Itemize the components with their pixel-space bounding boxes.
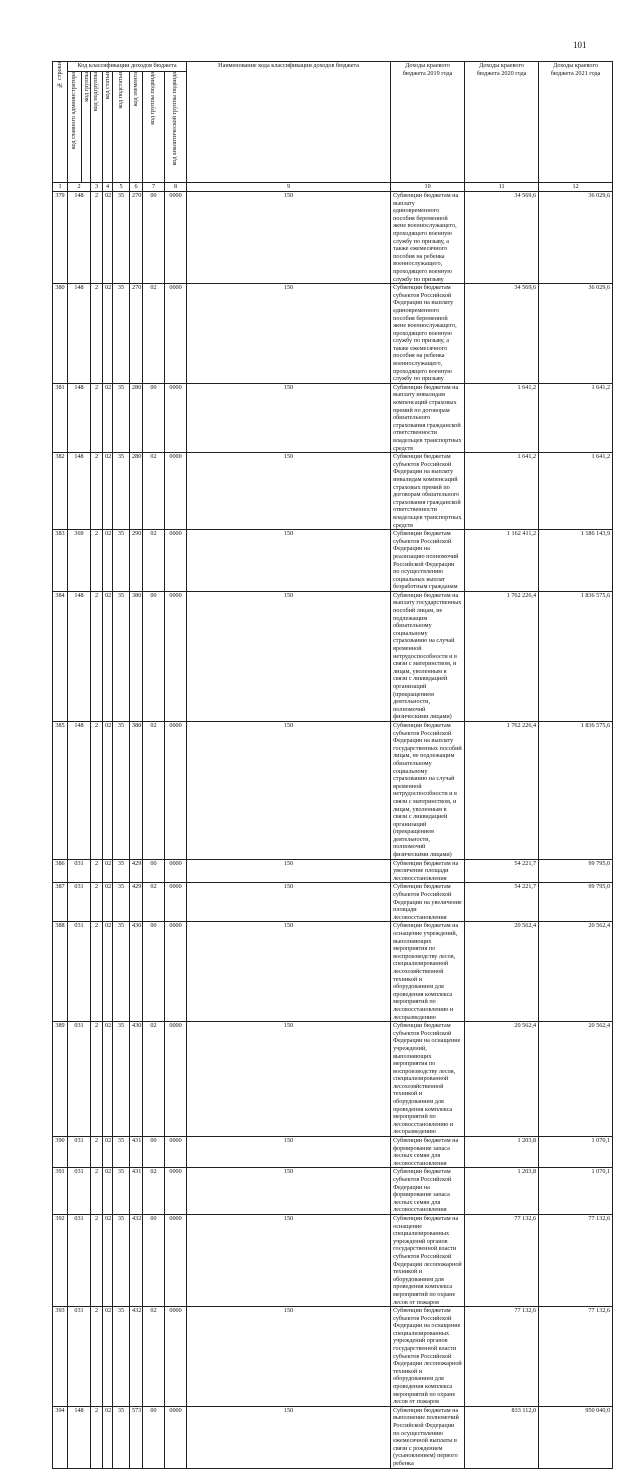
header-code-group: код группы — [82, 72, 91, 183]
cell-code-analytic-group: 150 — [187, 721, 391, 859]
cell-code-admin: 031 — [68, 922, 91, 1022]
cell-code-element: 00 — [143, 383, 165, 452]
cell-code-subgroup: 02 — [103, 1168, 113, 1215]
cell-code-element: 00 — [143, 192, 165, 284]
cell-code-element: 02 — [143, 1307, 165, 1407]
cell-revenue-2019: 77 132,6 — [465, 1307, 539, 1407]
column-number-row — [53, 183, 613, 192]
cell-code-subarticle: 280 — [130, 453, 143, 530]
cell-code-subtype-group: 0000 — [165, 1406, 187, 1468]
cell-revenue-2020: 99 795,0 — [539, 859, 613, 883]
cell-code-analytic-group: 150 — [187, 1137, 391, 1168]
cell-code-subarticle: 380 — [130, 721, 143, 859]
cell-revenue-2019: 34 569,6 — [465, 192, 539, 284]
cell-code-subarticle: 432 — [130, 1307, 143, 1407]
cell-code-subtype-group: 0000 — [165, 530, 187, 592]
table-row — [53, 721, 613, 859]
cell-code-subgroup: 02 — [103, 383, 113, 452]
cell-code-group: 2 — [91, 1168, 103, 1215]
cell-revenue-2020: 1 070,1 — [539, 1168, 613, 1215]
table-row — [53, 1137, 613, 1168]
cell-code-name: Субвенции бюджетам на оснащение учреждений, выполняющих мероприятия по воспроизводству лесов, специализированной лесохозяйственной техникой и оборудованием для проведения комплекса мероприятий по лесовосстановлению и лесоразведению — [391, 922, 465, 1022]
cell-code-name: Субвенции бюджетам на выплату единовременного пособия беременной жене военнослужащего, проходящего военную службу по призыву, а также ежемесячного пособия на ребенка военнослужащего, проходящего военную службу по призыву — [391, 192, 465, 284]
cell-code-element: 00 — [143, 591, 165, 721]
cell-row-number: 384 — [53, 591, 68, 721]
cell-code-analytic-group: 150 — [187, 1214, 391, 1306]
cell-code-name: Субвенции бюджетам субъектов Российской Федерации на выплату единовременного пособия беременной жене военнослужащего, проходящего военную службу по призыву, а также ежемесячного пособия на ребенка военнослужащего, проходящего военную службу по призыву — [391, 284, 465, 384]
cell-row-number: 381 — [53, 383, 68, 452]
table-row — [53, 1406, 613, 1468]
cell-row-number: 380 — [53, 284, 68, 384]
cell-code-subarticle: 430 — [130, 922, 143, 1022]
cell-code-subtype-group: 0000 — [165, 383, 187, 452]
cell-code-admin: 031 — [68, 859, 91, 883]
cell-code-subgroup: 02 — [103, 1022, 113, 1137]
cell-code-subgroup: 02 — [103, 453, 113, 530]
cell-row-number: 383 — [53, 530, 68, 592]
cell-code-name: Субвенции бюджетам субъектов Российской Федерации на выплату государственных пособий лицам, не подлежащим обязательному социальному страхованию на случай временной нетрудоспособности и в связи с материнством, и лицам, уволенным в связи с ликвидацией организаций (прекращением деятельности, полномочий физическими лицами) — [391, 721, 465, 859]
column-number: 3 — [91, 183, 103, 192]
cell-code-admin: 031 — [68, 1168, 91, 1215]
cell-revenue-2020: 36 029,6 — [539, 284, 613, 384]
cell-revenue-2019: 833 112,0 — [465, 1406, 539, 1468]
cell-code-article: 35 — [113, 1406, 130, 1468]
cell-code-name: Субвенции бюджетам субъектов Российской Федерации на реализацию полномочий Российской Федерации по осуществлению социальных выплат безработным гражданам — [391, 530, 465, 592]
cell-code-name: Субвенции бюджетам субъектов Российской Федерации на оснащение учреждений, выполняющих мероприятия по воспроизводству лесов, специализированной лесохозяйственной техникой и оборудованием для проведения комплекса мероприятий по лесовосстановлению и лесоразведению — [391, 1022, 465, 1137]
cell-code-admin: 148 — [68, 591, 91, 721]
cell-code-admin: 369 — [68, 530, 91, 592]
cell-code-group: 2 — [91, 883, 103, 922]
cell-revenue-2020: 1 836 575,6 — [539, 721, 613, 859]
cell-code-subgroup: 02 — [103, 721, 113, 859]
cell-code-admin: 031 — [68, 1307, 91, 1407]
column-number: 4 — [103, 183, 113, 192]
cell-code-analytic-group: 150 — [187, 859, 391, 883]
table-row — [53, 1307, 613, 1407]
cell-code-analytic-group: 150 — [187, 1307, 391, 1407]
column-number: 9 — [187, 183, 391, 192]
table-row — [53, 383, 613, 452]
cell-code-subtype-group: 0000 — [165, 1022, 187, 1137]
cell-code-analytic-group: 150 — [187, 1022, 391, 1137]
header-code-subtype-group: код группы подвида — [143, 72, 165, 183]
cell-revenue-2020: 77 132,6 — [539, 1307, 613, 1407]
column-number: 8 — [165, 183, 187, 192]
header-code-analytic-group: код аналитической группы подвида — [165, 72, 187, 183]
cell-code-element: 02 — [143, 284, 165, 384]
cell-code-admin: 148 — [68, 721, 91, 859]
cell-code-group: 2 — [91, 1137, 103, 1168]
header-code-subarticle: код подстатьи — [113, 72, 130, 183]
cell-revenue-2020: 1 186 143,9 — [539, 530, 613, 592]
cell-revenue-2020: 950 040,0 — [539, 1406, 613, 1468]
table-row — [53, 1214, 613, 1306]
cell-code-name: Субвенции бюджетам субъектов Российской Федерации на выплату инвалидам компенсаций страховых премий по договорам обязательного страхования гражданской ответственности владельцев транспортных средств — [391, 453, 465, 530]
cell-code-subgroup: 02 — [103, 1307, 113, 1407]
cell-revenue-2020: 1 641,2 — [539, 383, 613, 452]
cell-code-subtype-group: 0000 — [165, 721, 187, 859]
cell-row-number: 379 — [53, 192, 68, 284]
cell-code-group: 2 — [91, 922, 103, 1022]
cell-code-admin: 031 — [68, 1022, 91, 1137]
cell-row-number: 389 — [53, 1022, 68, 1137]
cell-code-admin: 148 — [68, 192, 91, 284]
cell-code-admin: 031 — [68, 883, 91, 922]
cell-code-element: 02 — [143, 721, 165, 859]
header-code-element: код элемента — [130, 72, 143, 183]
cell-code-group: 2 — [91, 284, 103, 384]
table-row — [53, 922, 613, 1022]
cell-code-subtype-group: 0000 — [165, 1307, 187, 1407]
cell-code-analytic-group: 150 — [187, 284, 391, 384]
cell-code-article: 35 — [113, 883, 130, 922]
cell-revenue-2019: 20 562,4 — [465, 1022, 539, 1137]
column-number: 7 — [143, 183, 165, 192]
column-number: 6 — [130, 183, 143, 192]
cell-code-subgroup: 02 — [103, 922, 113, 1022]
cell-code-subarticle: 432 — [130, 1214, 143, 1306]
cell-code-admin: 148 — [68, 383, 91, 452]
cell-code-analytic-group: 150 — [187, 383, 391, 452]
cell-code-subgroup: 02 — [103, 530, 113, 592]
cell-code-element: 00 — [143, 1406, 165, 1468]
cell-revenue-2019: 20 562,4 — [465, 922, 539, 1022]
cell-code-name: Субвенции бюджетам на выплату государственных пособий лицам, не подлежащим обязательному социальному страхованию на случай временной нетрудоспособности и в связи с материнством, и лицам, уволенным в связи с ликвидацией организаций (прекращением деятельности, полномочий физическими лицами) — [391, 591, 465, 721]
page-number: 101 — [573, 40, 587, 50]
cell-code-analytic-group: 150 — [187, 1168, 391, 1215]
cell-code-admin: 148 — [68, 284, 91, 384]
budget-revenue-table — [52, 61, 613, 1469]
cell-revenue-2019: 1 203,8 — [465, 1168, 539, 1215]
column-number: 5 — [113, 183, 130, 192]
cell-revenue-2020: 20 562,4 — [539, 922, 613, 1022]
cell-code-article: 35 — [113, 1214, 130, 1306]
cell-code-article: 35 — [113, 284, 130, 384]
cell-code-subtype-group: 0000 — [165, 1214, 187, 1306]
cell-row-number: 391 — [53, 1168, 68, 1215]
cell-code-article: 35 — [113, 530, 130, 592]
cell-code-subarticle: 431 — [130, 1168, 143, 1215]
cell-code-subtype-group: 0000 — [165, 591, 187, 721]
cell-code-subarticle: 430 — [130, 1022, 143, 1137]
cell-row-number: 390 — [53, 1137, 68, 1168]
cell-code-element: 00 — [143, 1214, 165, 1306]
cell-code-name: Субвенции бюджетам на формирование запаса лесных семян для лесовосстановления — [391, 1137, 465, 1168]
cell-code-subarticle: 429 — [130, 859, 143, 883]
cell-code-element: 02 — [143, 453, 165, 530]
table-row — [53, 883, 613, 922]
cell-code-subtype-group: 0000 — [165, 1168, 187, 1215]
table-row — [53, 1022, 613, 1137]
cell-code-analytic-group: 150 — [187, 1406, 391, 1468]
cell-code-subgroup: 02 — [103, 1406, 113, 1468]
cell-code-subtype-group: 0000 — [165, 453, 187, 530]
cell-code-group: 2 — [91, 1307, 103, 1407]
table-row — [53, 859, 613, 883]
cell-code-subarticle: 270 — [130, 284, 143, 384]
cell-code-subgroup: 02 — [103, 859, 113, 883]
cell-row-number: 382 — [53, 453, 68, 530]
cell-code-group: 2 — [91, 1406, 103, 1468]
cell-code-admin: 031 — [68, 1137, 91, 1168]
cell-revenue-2020: 1 836 575,6 — [539, 591, 613, 721]
cell-code-subtype-group: 0000 — [165, 922, 187, 1022]
cell-revenue-2019: 1 641,2 — [465, 383, 539, 452]
cell-revenue-2020: 36 029,6 — [539, 192, 613, 284]
cell-code-subarticle: 280 — [130, 383, 143, 452]
cell-code-subarticle: 380 — [130, 591, 143, 721]
header-code-name: Наименование кода классификации доходов бюджета — [187, 62, 391, 183]
cell-revenue-2019: 1 641,2 — [465, 453, 539, 530]
table-row — [53, 284, 613, 384]
cell-revenue-2020: 1 641,2 — [539, 453, 613, 530]
cell-code-subgroup: 02 — [103, 883, 113, 922]
header-code-admin: код главного администратора — [68, 72, 82, 183]
cell-code-element: 02 — [143, 1168, 165, 1215]
cell-code-name: Субвенции бюджетам на выплату инвалидам компенсаций страховых премий по договорам обязательного страхования гражданской ответственности владельцев транспортных средств — [391, 383, 465, 452]
cell-code-subarticle: 573 — [130, 1406, 143, 1468]
cell-code-analytic-group: 150 — [187, 922, 391, 1022]
header-revenue-2020: Доходы краевого бюджета 2020 года — [465, 62, 539, 183]
table-row — [53, 530, 613, 592]
cell-code-analytic-group: 150 — [187, 883, 391, 922]
cell-code-group: 2 — [91, 453, 103, 530]
cell-revenue-2019: 1 203,8 — [465, 1137, 539, 1168]
cell-revenue-2019: 54 221,7 — [465, 859, 539, 883]
table-row — [53, 591, 613, 721]
cell-code-subarticle: 270 — [130, 192, 143, 284]
cell-row-number: 385 — [53, 721, 68, 859]
cell-code-article: 35 — [113, 453, 130, 530]
header-revenue-2021: Доходы краевого бюджета 2021 года — [539, 62, 613, 183]
cell-code-subtype-group: 0000 — [165, 1137, 187, 1168]
header-revenue-2019: Доходы краевого бюджета 2019 года — [391, 62, 465, 183]
cell-code-article: 35 — [113, 922, 130, 1022]
cell-row-number: 392 — [53, 1214, 68, 1306]
cell-code-group: 2 — [91, 721, 103, 859]
cell-code-article: 35 — [113, 383, 130, 452]
cell-code-element: 00 — [143, 922, 165, 1022]
cell-code-article: 35 — [113, 1168, 130, 1215]
cell-code-article: 35 — [113, 859, 130, 883]
cell-code-group: 2 — [91, 1022, 103, 1137]
cell-code-subarticle: 290 — [130, 530, 143, 592]
cell-code-name: Субвенции бюджетам субъектов Российской Федерации на оснащение специализированных учреждений органов государственной власти субъектов Российской Федерации лесопожарной техникой и оборудованием для проведения комплекса мероприятий по охране лесов от пожаров — [391, 1307, 465, 1407]
cell-code-admin: 031 — [68, 1214, 91, 1306]
column-number: 10 — [391, 183, 465, 192]
cell-revenue-2019: 1 162 411,2 — [465, 530, 539, 592]
cell-code-analytic-group: 150 — [187, 192, 391, 284]
cell-code-article: 35 — [113, 1307, 130, 1407]
cell-code-group: 2 — [91, 1214, 103, 1306]
cell-code-element: 02 — [143, 530, 165, 592]
cell-row-number: 386 — [53, 859, 68, 883]
cell-code-article: 35 — [113, 591, 130, 721]
cell-code-article: 35 — [113, 721, 130, 859]
cell-code-group: 2 — [91, 530, 103, 592]
cell-code-group: 2 — [91, 192, 103, 284]
cell-code-subgroup: 02 — [103, 591, 113, 721]
cell-revenue-2020: 1 070,1 — [539, 1137, 613, 1168]
cell-code-admin: 148 — [68, 1406, 91, 1468]
cell-revenue-2019: 77 132,6 — [465, 1214, 539, 1306]
cell-code-subgroup: 02 — [103, 284, 113, 384]
cell-code-article: 35 — [113, 192, 130, 284]
cell-code-article: 35 — [113, 1022, 130, 1137]
cell-code-element: 00 — [143, 859, 165, 883]
header-row-number: № строки — [53, 62, 68, 183]
column-number: 12 — [539, 183, 613, 192]
cell-code-name: Субвенции бюджетам на увеличение площади лесовосстановления — [391, 859, 465, 883]
cell-revenue-2019: 34 569,6 — [465, 284, 539, 384]
cell-code-subtype-group: 0000 — [165, 284, 187, 384]
cell-row-number: 394 — [53, 1406, 68, 1468]
cell-code-group: 2 — [91, 591, 103, 721]
cell-code-subtype-group: 0000 — [165, 883, 187, 922]
cell-row-number: 393 — [53, 1307, 68, 1407]
cell-code-analytic-group: 150 — [187, 530, 391, 592]
cell-code-subgroup: 02 — [103, 1214, 113, 1306]
cell-code-admin: 148 — [68, 453, 91, 530]
table-row — [53, 1168, 613, 1215]
cell-revenue-2019: 54 221,7 — [465, 883, 539, 922]
cell-code-group: 2 — [91, 859, 103, 883]
header-code-article: код статьи — [103, 72, 113, 183]
cell-code-subarticle: 431 — [130, 1137, 143, 1168]
cell-code-subarticle: 429 — [130, 883, 143, 922]
cell-code-element: 00 — [143, 1137, 165, 1168]
cell-revenue-2019: 1 762 226,4 — [465, 591, 539, 721]
cell-code-subtype-group: 0000 — [165, 859, 187, 883]
table-row — [53, 192, 613, 284]
header-classification-group: Код классификации доходов бюджета — [68, 62, 187, 72]
table-row — [53, 453, 613, 530]
cell-code-article: 35 — [113, 1137, 130, 1168]
column-number: 2 — [68, 183, 91, 192]
cell-code-name: Субвенции бюджетам на выполнение полномочий Российской Федерации по осуществлению ежемесячной выплаты в связи с рождением (усыновлением) первого ребенка — [391, 1406, 465, 1468]
cell-code-group: 2 — [91, 383, 103, 452]
cell-code-analytic-group: 150 — [187, 453, 391, 530]
column-number: 1 — [53, 183, 68, 192]
column-number: 11 — [465, 183, 539, 192]
cell-code-subgroup: 02 — [103, 192, 113, 284]
header-code-subgroup: код подгруппы — [91, 72, 103, 183]
cell-revenue-2019: 1 762 226,4 — [465, 721, 539, 859]
cell-code-subgroup: 02 — [103, 1137, 113, 1168]
cell-row-number: 387 — [53, 883, 68, 922]
cell-code-element: 02 — [143, 1022, 165, 1137]
cell-revenue-2020: 99 795,0 — [539, 883, 613, 922]
cell-revenue-2020: 20 562,4 — [539, 1022, 613, 1137]
cell-row-number: 388 — [53, 922, 68, 1022]
cell-code-name: Субвенции бюджетам субъектов Российской Федерации на увеличение площади лесовосстановления — [391, 883, 465, 922]
cell-code-name: Субвенции бюджетам субъектов Российской Федерации на формирование запаса лесных семян для лесовосстановления — [391, 1168, 465, 1215]
cell-code-element: 02 — [143, 883, 165, 922]
cell-code-name: Субвенции бюджетам на оснащение специализированных учреждений органов государственной власти субъектов Российской Федерации лесопожарной техникой и оборудованием для проведения комплекса мероприятий по охране лесов от пожаров — [391, 1214, 465, 1306]
cell-revenue-2020: 77 132,6 — [539, 1214, 613, 1306]
cell-code-subtype-group: 0000 — [165, 192, 187, 284]
cell-code-analytic-group: 150 — [187, 591, 391, 721]
